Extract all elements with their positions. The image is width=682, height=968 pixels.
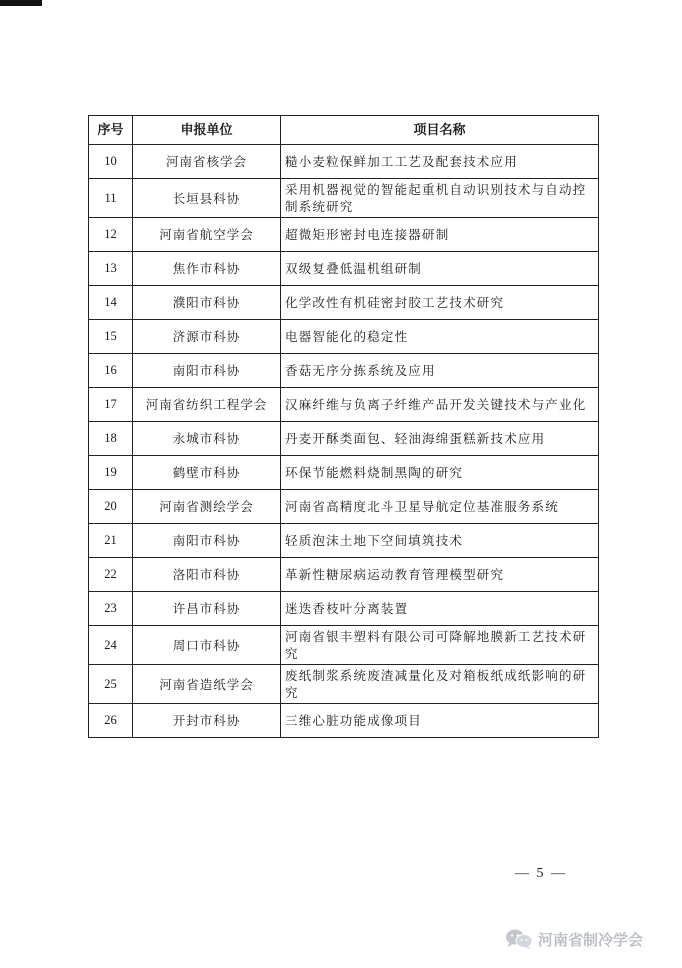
project-name: 三维心脏功能成像项目 [281, 704, 599, 738]
table-row [89, 354, 599, 388]
serial-number: 14 [89, 286, 133, 320]
table-row [89, 558, 599, 592]
serial-number: 23 [89, 592, 133, 626]
serial-number: 10 [89, 145, 133, 179]
project-name: 丹麦开酥类面包、轻油海绵蛋糕新技术应用 [281, 422, 599, 456]
project-name: 双级复叠低温机组研制 [281, 252, 599, 286]
serial-number: 15 [89, 320, 133, 354]
serial-number: 13 [89, 252, 133, 286]
header-serial-number: 序号 [89, 116, 133, 145]
project-name: 废纸制浆系统废渣减量化及对箱板纸成纸影响的研究 [281, 665, 599, 704]
table-row [89, 626, 599, 665]
table-row [89, 456, 599, 490]
scan-edge-mark [0, 0, 42, 6]
page-number: — 5 — [515, 866, 567, 881]
table-row [89, 179, 599, 218]
project-name: 河南省银丰塑料有限公司可降解地膜新工艺技术研究 [281, 626, 599, 665]
project-name: 迷迭香枝叶分离装置 [281, 592, 599, 626]
table-row [89, 422, 599, 456]
applicant-unit: 焦作市科协 [133, 252, 281, 286]
serial-number: 25 [89, 665, 133, 704]
project-name: 轻质泡沫土地下空间填筑技术 [281, 524, 599, 558]
table-row [89, 218, 599, 252]
table-row [89, 252, 599, 286]
applicant-unit: 河南省航空学会 [133, 218, 281, 252]
applicant-unit: 南阳市科协 [133, 354, 281, 388]
table-row [89, 592, 599, 626]
table-row [89, 145, 599, 179]
applicant-unit: 济源市科协 [133, 320, 281, 354]
project-name: 超微矩形密封电连接器研制 [281, 218, 599, 252]
applicant-unit: 河南省造纸学会 [133, 665, 281, 704]
applicant-unit: 濮阳市科协 [133, 286, 281, 320]
project-name: 化学改性有机硅密封胶工艺技术研究 [281, 286, 599, 320]
project-name: 香菇无序分拣系统及应用 [281, 354, 599, 388]
project-name: 糙小麦粒保鲜加工工艺及配套技术应用 [281, 145, 599, 179]
serial-number: 21 [89, 524, 133, 558]
header-project-name: 项目名称 [281, 116, 599, 145]
table-row [89, 388, 599, 422]
project-name: 河南省高精度北斗卫星导航定位基准服务系统 [281, 490, 599, 524]
watermark [504, 928, 643, 950]
serial-number: 12 [89, 218, 133, 252]
serial-number: 19 [89, 456, 133, 490]
serial-number: 18 [89, 422, 133, 456]
project-name: 电器智能化的稳定性 [281, 320, 599, 354]
table-row [89, 665, 599, 704]
project-name: 采用机器视觉的智能起重机自动识别技术与自动控制系统研究 [281, 179, 599, 218]
wechat-icon [504, 928, 534, 950]
serial-number: 20 [89, 490, 133, 524]
table-row [89, 320, 599, 354]
table-row [89, 524, 599, 558]
applicant-unit: 永城市科协 [133, 422, 281, 456]
table-row [89, 704, 599, 738]
serial-number: 16 [89, 354, 133, 388]
applicant-unit: 南阳市科协 [133, 524, 281, 558]
applicant-unit: 许昌市科协 [133, 592, 281, 626]
serial-number: 26 [89, 704, 133, 738]
project-name: 环保节能燃料烧制黑陶的研究 [281, 456, 599, 490]
table-row [89, 490, 599, 524]
serial-number: 11 [89, 179, 133, 218]
project-table [88, 115, 599, 738]
project-name: 汉麻纤维与负离子纤维产品开发关键技术与产业化 [281, 388, 599, 422]
applicant-unit: 洛阳市科协 [133, 558, 281, 592]
serial-number: 17 [89, 388, 133, 422]
applicant-unit: 河南省测绘学会 [133, 490, 281, 524]
applicant-unit: 开封市科协 [133, 704, 281, 738]
applicant-unit: 河南省核学会 [133, 145, 281, 179]
table-header-row [89, 116, 599, 145]
serial-number: 22 [89, 558, 133, 592]
project-name: 革新性糖尿病运动教育管理模型研究 [281, 558, 599, 592]
watermark-text: 河南省制冷学会 [538, 930, 644, 949]
applicant-unit: 长垣县科协 [133, 179, 281, 218]
applicant-unit: 鹤壁市科协 [133, 456, 281, 490]
table-row [89, 286, 599, 320]
header-applicant-unit: 申报单位 [133, 116, 281, 145]
applicant-unit: 周口市科协 [133, 626, 281, 665]
serial-number: 24 [89, 626, 133, 665]
applicant-unit: 河南省纺织工程学会 [133, 388, 281, 422]
